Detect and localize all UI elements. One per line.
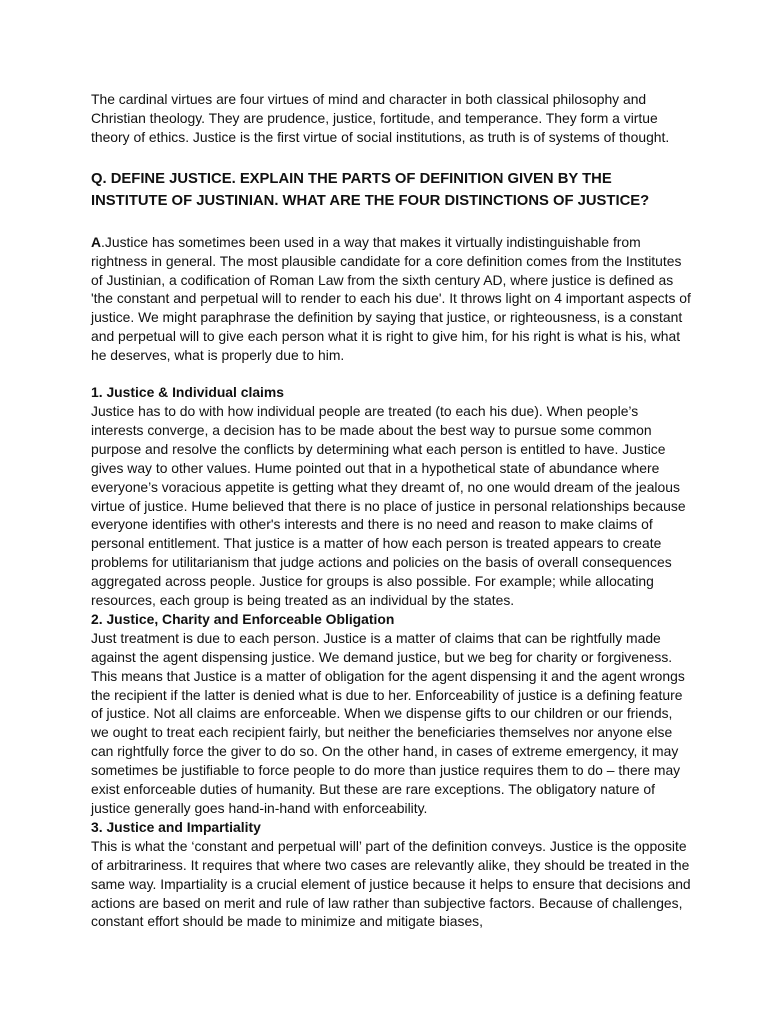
section-body-charity-obligation: Just treatment is due to each person. Justice is a matter of claims that can be rightfully made against the agent dispensing justice. We demand justice, but we beg for charity or forgiveness. This means that Justice is a matter of obligation for the agent dispensing it and the agent wrongs the recipient if the latter is denied what is due to her. Enforceability of justice is a defining feature of justice. Not all claims are enforceable. When we dispense gifts to our children or our friends, we ought to treat each recipient fairly, but neither the beneficiaries themselves nor anyone else can rightfully force the giver to do so. On the other hand, in cases of extreme emergency, it may sometimes be justifiable to force people to do more than justice requires them to do – there may exist enforceable duties of humanity. But these are rare exceptions. The obligatory nature of justice generally goes hand-in-hand with enforceability. — [91, 629, 685, 816]
section-body-individual-claims: Justice has to do with how individual people are treated (to each his due). When people’s interests converge, a decision has to be made about the best way to pursue some common purpose and resolve the conflicts by determining what each person is entitled to have. Justice gives way to other values. Hume pointed out that in a hypothetical state of abundance where everyone’s voracious appetite is getting what they dreamt of, no one would dream of the jealous virtue of justice. Hume believed that there is no place of justice in personal relationships because everyone identifies with other's interests and there is no need and reason to make claims of personal entitlement. That justice is a matter of how each person is treated appears to create problems for utilitarianism that judge actions and policies on the basis of overall consequences aggregated across people. Justice for groups is also possible. For example; while allocating resources, each group is being treated as an individual by the states. — [91, 402, 686, 609]
section-body-impartiality: This is what the ‘constant and perpetual will’ part of the definition conveys. Justice is the opposite of arbitrariness. It requires that where two cases are relevantly alike, they should be treated in the same way. Impartiality is a crucial element of justice because it helps to ensure that decisions and actions are based on merit and rule of law rather than subjective factors. Because of challenges, constant effort should be made to minimize and mitigate biases, — [91, 837, 691, 930]
document-page — [91, 90, 691, 931]
section-heading-individual-claims: 1. Justice & Individual claims — [91, 384, 284, 401]
answer-label: A — [91, 233, 102, 250]
section-heading-charity-obligation: 2. Justice, Charity and Enforceable Obligation — [91, 610, 395, 627]
question-heading: Q. DEFINE JUSTICE. EXPLAIN THE PARTS OF DEFINITION GIVEN BY THE INSTITUTE OF JUSTINIAN. WHAT ARE THE FOUR DISTINCTIONS OF JUSTICE? — [91, 170, 650, 209]
answer-text: .Justice has sometimes been used in a way that makes it virtually indistinguishable from rightness in general. The most plausible candidate for a core definition comes from the Institutes of Justinian, a codification of Roman Law from the sixth century AD, where justice is defined as 'the constant and perpetual will to render to each his due'. It throws light on 4 important aspects of justice. We might paraphrase the definition by saying that justice, or righteousness, is a constant and perpetual will to give each person what it is right to give him, for his right is what is his, what he deserves, what is properly due to him. — [91, 233, 691, 364]
section-heading-impartiality: 3. Justice and Impartiality — [91, 818, 261, 835]
intro-paragraph: The cardinal virtues are four virtues of mind and character in both classical philosophy and Christian theology. They are prudence, justice, fortitude, and temperance. They form a virtue theory of ethics. Justice is the first virtue of social institutions, as truth is of systems of thought. — [91, 91, 670, 145]
answer-paragraph — [91, 233, 691, 365]
